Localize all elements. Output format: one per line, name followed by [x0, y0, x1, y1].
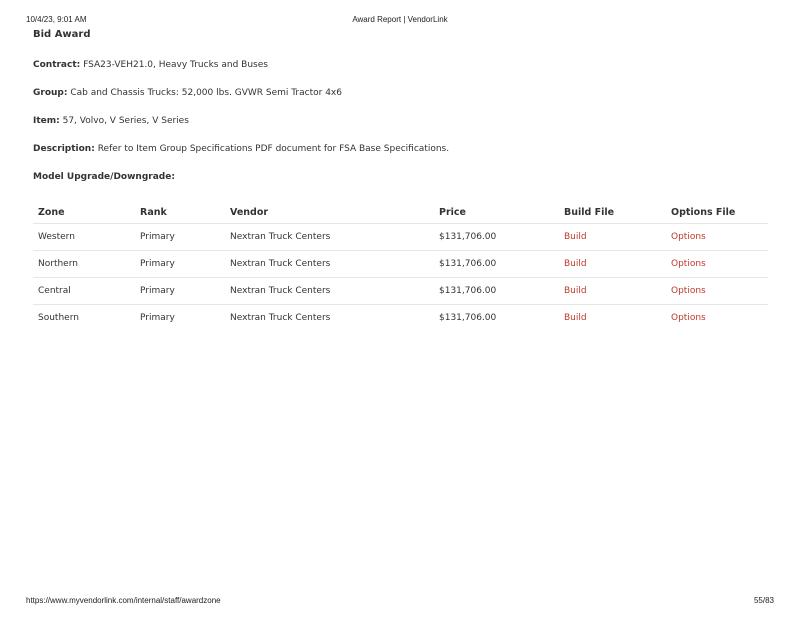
build-cell — [559, 251, 666, 278]
zone-cell: Southern — [38, 313, 79, 323]
header-vendor: Vendor — [225, 201, 434, 224]
options-link[interactable]: Options — [671, 259, 706, 269]
options-cell — [666, 305, 768, 332]
build-link[interactable]: Build — [564, 232, 587, 242]
vendor-cell: Nextran Truck Centers — [225, 251, 434, 278]
description-field — [33, 142, 768, 156]
print-page-title: Award Report | VendorLink — [352, 15, 448, 24]
header-price: Price — [434, 201, 559, 224]
table-row — [33, 251, 768, 278]
zone-cell: Western — [33, 224, 135, 251]
price-cell: $131,706.00 — [434, 224, 559, 251]
table-row — [33, 305, 768, 332]
build-link[interactable]: Build — [564, 313, 587, 323]
contract-label: Contract: — [33, 60, 81, 70]
model-upgrade-field — [33, 170, 768, 184]
print-header — [0, 15, 800, 25]
rank-cell: Primary — [135, 278, 225, 305]
table-header-row — [33, 201, 768, 224]
item-field — [33, 114, 768, 128]
price-cell: $131,706.00 — [439, 313, 497, 323]
vendor-cell: Nextran Truck Centers — [225, 278, 434, 305]
options-link[interactable]: Options — [671, 232, 706, 242]
zone-cell: Northern — [33, 251, 135, 278]
description-label: Description: — [33, 144, 95, 154]
build-link[interactable]: Build — [564, 259, 587, 269]
vendor-cell: Nextran Truck Centers — [225, 224, 434, 251]
rank-cell: Primary — [140, 313, 175, 323]
page-number: 55/83 — [753, 596, 774, 605]
item-label: Item: — [33, 116, 60, 126]
zone-cell: Central — [33, 278, 135, 305]
group-value: Cab and Chassis Trucks: 52,000 lbs. GVWR Semi Tractor 4x6 — [70, 88, 342, 98]
vendor-cell: Nextran Truck Centers — [230, 313, 331, 323]
print-url: https://www.myvendorlink.com/internal/staff/awardzone — [26, 596, 221, 605]
header-zone: Zone — [33, 201, 135, 224]
build-cell — [559, 305, 666, 332]
rank-cell: Primary — [135, 251, 225, 278]
options-link[interactable]: Options — [671, 286, 706, 296]
header-build-file: Build File — [559, 201, 666, 224]
group-field — [33, 86, 768, 100]
bid-award-details — [33, 29, 768, 184]
build-link[interactable]: Build — [564, 286, 587, 296]
print-datetime: 10/4/23, 9:01 AM — [26, 15, 87, 24]
options-cell — [666, 251, 768, 278]
build-cell — [559, 224, 666, 251]
description-value: Refer to Item Group Specifications PDF document for FSA Base Specifications. — [97, 144, 450, 154]
table-row — [33, 224, 768, 251]
build-cell — [559, 278, 666, 305]
options-cell — [666, 278, 768, 305]
contract-value: FSA23-VEH21.0, Heavy Trucks and Buses — [83, 60, 268, 70]
group-label: Group: — [33, 88, 68, 98]
price-cell: $131,706.00 — [434, 278, 559, 305]
item-value: 57, Volvo, V Series, V Series — [62, 116, 189, 126]
options-link[interactable]: Options — [671, 313, 706, 323]
contract-field — [33, 58, 768, 72]
price-cell: $131,706.00 — [434, 251, 559, 278]
table-row — [33, 278, 768, 305]
header-options-file: Options File — [666, 201, 768, 224]
print-footer — [0, 596, 800, 606]
model-upgrade-label: Model Upgrade/Downgrade: — [33, 172, 175, 182]
header-rank: Rank — [135, 201, 225, 224]
section-title: Bid Award — [33, 29, 91, 40]
rank-cell: Primary — [135, 224, 225, 251]
options-cell — [666, 224, 768, 251]
award-table — [33, 201, 768, 331]
